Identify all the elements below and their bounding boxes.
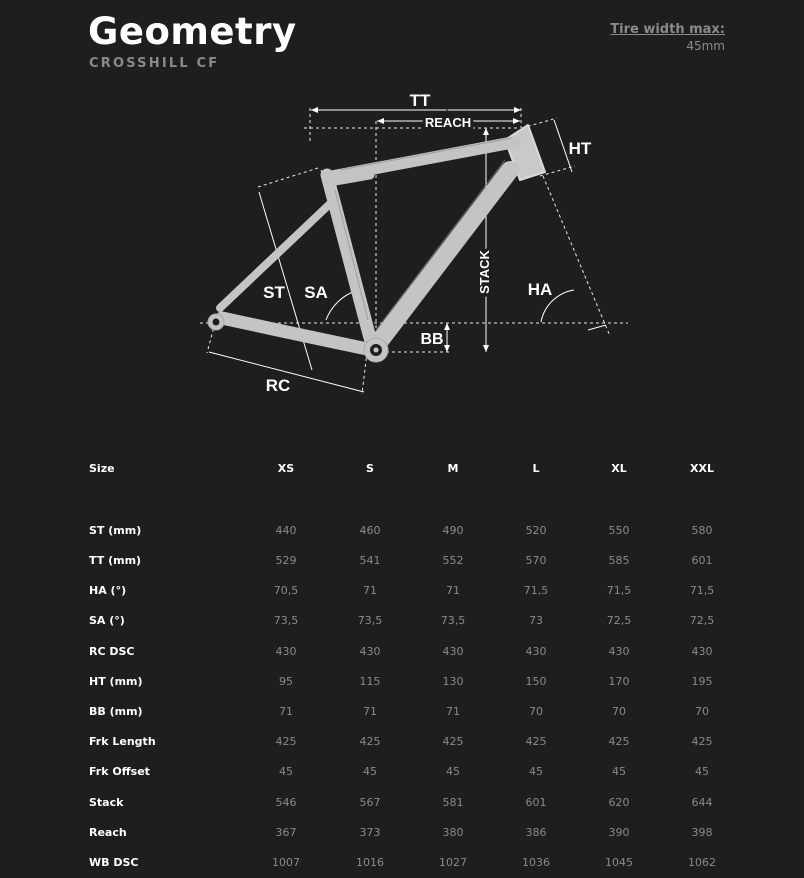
table-cell: 71,5 [689,584,715,597]
table-cell: 620 [608,796,630,809]
table-row [0,697,804,727]
table-cell: 71,5 [606,584,632,597]
table-row [0,667,804,697]
table-cell: 601 [525,796,547,809]
table-cell: 430 [359,645,381,658]
size-column-header: M [447,462,459,475]
row-label: SA (°) [89,614,125,627]
table-cell: 425 [608,735,630,748]
table-row [0,516,804,546]
size-column-header: XL [611,462,627,475]
size-header-label: Size [89,462,115,475]
table-row [0,848,804,878]
table-cell: 45 [279,765,293,778]
table-cell: 115 [359,675,381,688]
table-cell: 490 [442,524,464,537]
table-cell: 425 [442,735,464,748]
table-cell: 529 [275,554,297,567]
table-cell: 373 [359,826,381,839]
size-column-header: S [366,462,374,475]
page-title: Geometry [88,10,297,53]
table-cell: 552 [442,554,464,567]
table-cell: 546 [275,796,297,809]
table-cell: 1045 [605,856,633,869]
row-label: RC DSC [89,645,135,658]
table-cell: 430 [608,645,630,658]
table-row [0,727,804,757]
row-label: ST (mm) [89,524,142,537]
table-cell: 71 [446,584,460,597]
table-row [0,637,804,667]
size-column-header: XXL [690,462,714,475]
size-column-header: XS [277,462,295,475]
table-cell: 430 [442,645,464,658]
table-cell: 71,5 [523,584,549,597]
size-column-header: L [532,462,540,475]
row-label: WB DSC [89,856,139,869]
tire-width-label[interactable]: Tire width max: [610,22,725,37]
label-st: ST [263,283,285,302]
label-ha: HA [527,280,553,299]
table-cell: 520 [525,524,547,537]
table-cell: 430 [275,645,297,658]
label-stack: STACK [477,250,492,294]
table-cell: 170 [608,675,630,688]
label-rc: RC [265,376,291,395]
table-cell: 1062 [688,856,716,869]
dimension-lines [209,110,606,392]
table-cell: 195 [691,675,713,688]
table-row [0,576,804,606]
table-cell: 425 [275,735,297,748]
table-cell: 581 [442,796,464,809]
table-cell: 390 [608,826,630,839]
table-cell: 70 [695,705,709,718]
table-cell: 386 [525,826,547,839]
label-ht: HT [568,139,592,158]
table-row [0,757,804,787]
table-row [0,606,804,636]
table-row [0,818,804,848]
row-label: Stack [89,796,124,809]
measurement-guides [200,108,628,394]
table-cell: 425 [691,735,713,748]
table-cell: 73,5 [273,614,299,627]
table-cell: 380 [442,826,464,839]
label-bb: BB [420,331,444,348]
table-cell: 585 [608,554,630,567]
row-label: Frk Length [89,735,156,748]
table-cell: 550 [608,524,630,537]
label-tt: TT [409,91,431,110]
table-cell: 71 [363,584,377,597]
table-cell: 1027 [439,856,467,869]
row-label: HA (°) [89,584,127,597]
table-cell: 425 [525,735,547,748]
table-cell: 95 [279,675,293,688]
table-cell: 71 [446,705,460,718]
label-reach: REACH [424,115,472,130]
tire-width-info [610,22,725,54]
table-cell: 72,5 [689,614,715,627]
table-cell: 541 [359,554,381,567]
table-cell: 430 [691,645,713,658]
row-label: Frk Offset [89,765,150,778]
table-cell: 1036 [522,856,550,869]
label-sa: SA [304,283,328,302]
table-cell: 45 [529,765,543,778]
table-header-row [0,454,804,484]
table-cell: 398 [691,826,713,839]
table-row [0,788,804,818]
table-cell: 70 [612,705,626,718]
table-cell: 73,5 [440,614,466,627]
row-label: Reach [89,826,127,839]
table-cell: 460 [359,524,381,537]
table-cell: 601 [691,554,713,567]
table-cell: 71 [279,705,293,718]
table-cell: 45 [695,765,709,778]
row-label: BB (mm) [89,705,143,718]
table-cell: 71 [363,705,377,718]
table-cell: 567 [359,796,381,809]
row-label: TT (mm) [89,554,142,567]
table-cell: 1007 [272,856,300,869]
table-cell: 440 [275,524,297,537]
table-cell: 644 [691,796,713,809]
table-cell: 430 [525,645,547,658]
table-cell: 580 [691,524,713,537]
table-cell: 73 [529,614,543,627]
table-cell: 425 [359,735,381,748]
table-cell: 45 [363,765,377,778]
table-cell: 72,5 [606,614,632,627]
table-cell: 150 [525,675,547,688]
table-cell: 1016 [356,856,384,869]
table-cell: 130 [442,675,464,688]
table-cell: 45 [612,765,626,778]
table-row [0,546,804,576]
table-cell: 570 [525,554,547,567]
table-cell: 367 [275,826,297,839]
table-cell: 73,5 [357,614,383,627]
frame-geometry-diagram [0,80,804,420]
tire-width-value: 45mm [686,39,725,53]
table-cell: 70 [529,705,543,718]
table-cell: 45 [446,765,460,778]
row-label: HT (mm) [89,675,143,688]
page-subtitle: CROSSHILL CF [89,56,220,71]
table-cell: 70,5 [273,584,299,597]
